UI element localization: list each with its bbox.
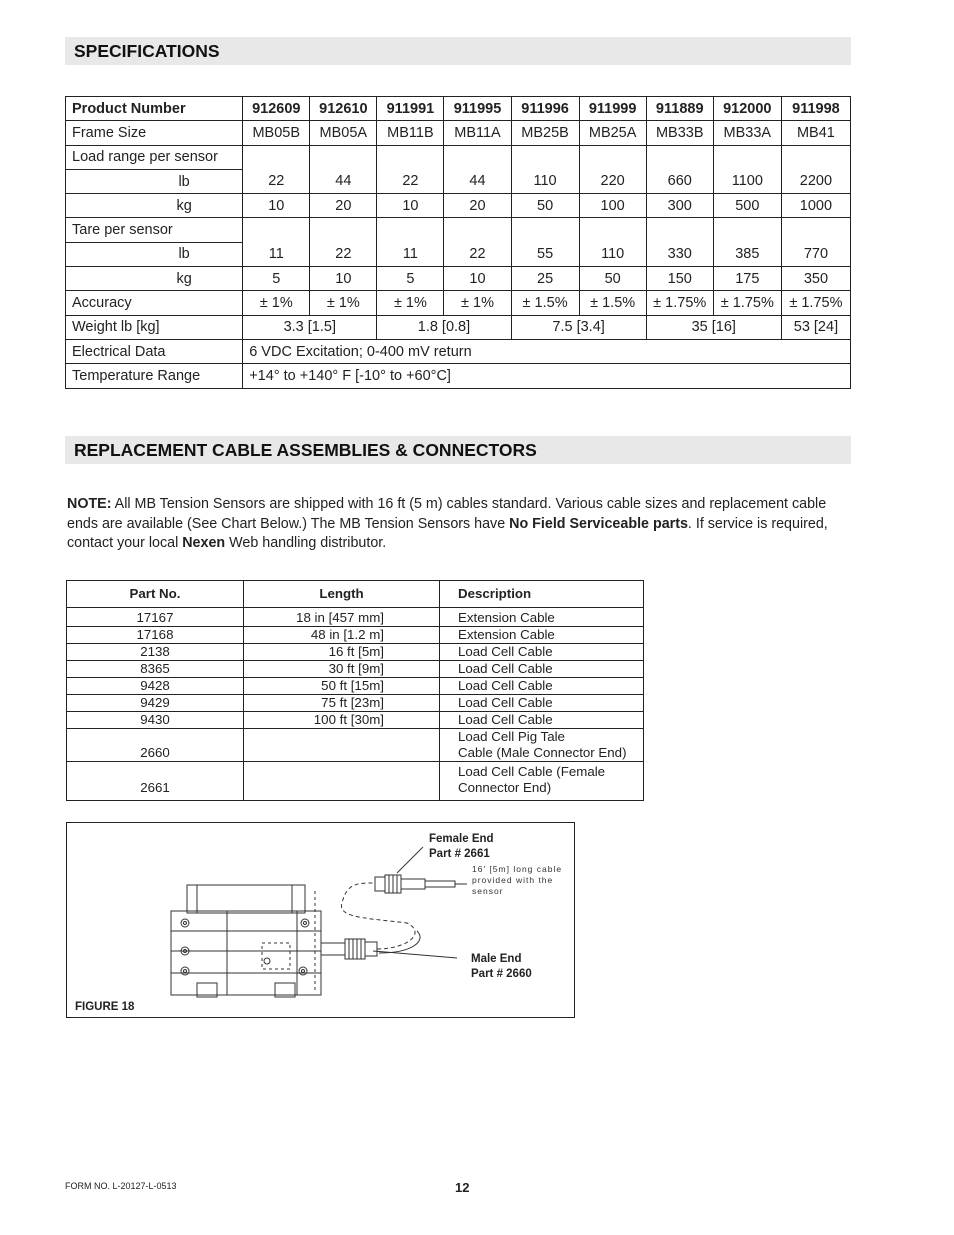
sensor-top-block	[187, 885, 305, 913]
frame-size-cell: MB05A	[310, 121, 377, 145]
tare-kg-cell: 175	[713, 267, 781, 291]
tare-lb-cell: 110	[579, 242, 646, 266]
figure-18	[66, 822, 575, 1018]
part-no-cell: 9430	[67, 711, 244, 728]
frame-size-cell: MB41	[781, 121, 850, 145]
part-no-cell: 17168	[67, 626, 244, 643]
tare-kg-cell: 5	[377, 267, 444, 291]
part-no-cell: 9429	[67, 694, 244, 711]
part-no-cell: 9428	[67, 677, 244, 694]
tare-kg-cell: 5	[243, 267, 310, 291]
accuracy-cell: ± 1%	[444, 291, 511, 315]
length-cell: 16 ft [5m]	[244, 643, 440, 660]
tare-lb-cell: 11	[243, 242, 310, 266]
male-end-label	[471, 952, 532, 982]
accuracy-cell: ± 1.5%	[511, 291, 579, 315]
kg-label: kg	[66, 194, 243, 218]
lb-label: lb	[66, 242, 243, 266]
page-number: 12	[455, 1180, 470, 1195]
description-line: Load Cell Cable (Female	[458, 763, 606, 779]
note-text: . If service is required, contact your local	[67, 515, 828, 551]
frame-size-label: Frame Size	[66, 121, 243, 145]
load-lb-cell: 660	[646, 169, 713, 193]
frame-size-cell: MB11B	[377, 121, 444, 145]
table-row	[67, 677, 644, 694]
frame-size-cell: MB25B	[511, 121, 579, 145]
brand-name: Nexen	[182, 535, 226, 551]
length-cell: 75 ft [23m]	[244, 694, 440, 711]
form-number: FORM NO. L-20127-L-0513	[65, 1181, 177, 1191]
tare-lb-cell: 385	[713, 242, 781, 266]
cables-heading: REPLACEMENT CABLE ASSEMBLIES & CONNECTORS	[65, 436, 851, 464]
temperature-label: Temperature Range	[66, 364, 243, 388]
male-leader-line	[373, 951, 457, 958]
female-connector	[375, 877, 385, 891]
tare-label: Tare per sensor	[66, 218, 243, 242]
tare-lb-cell: 22	[444, 242, 511, 266]
length-cell: 18 in [457 mm]	[244, 610, 440, 627]
length-header: Length	[244, 581, 440, 608]
product-number-cell: 911999	[579, 97, 646, 121]
cable-note	[472, 864, 562, 897]
description-cell: Extension Cable	[440, 610, 644, 627]
tare-kg-row	[66, 267, 851, 291]
description-cell: Load Cell Cable	[440, 677, 644, 694]
load-kg-cell: 500	[713, 194, 781, 218]
product-number-cell: 911996	[511, 97, 579, 121]
length-cell: 48 in [1.2 m]	[244, 626, 440, 643]
load-range-row	[66, 145, 851, 169]
load-lb-cell: 1100	[713, 169, 781, 193]
tare-lb-cell: 330	[646, 242, 713, 266]
description-header: Description	[440, 581, 644, 608]
tare-lb-cell: 55	[511, 242, 579, 266]
load-lb-cell: 220	[579, 169, 646, 193]
load-lb-cell: 44	[310, 169, 377, 193]
tare-row	[66, 218, 851, 242]
tare-lb-cell: 22	[310, 242, 377, 266]
electrical-row	[66, 339, 851, 363]
description-cell: Load Cell Cable	[440, 660, 644, 677]
accuracy-cell: ± 1%	[377, 291, 444, 315]
sensor-connector	[321, 943, 345, 955]
note-text: All MB Tension Sensors are shipped with 16 ft (5 m) cables standard. Various cable sizes and replacement cable ends are available (See Chart Below.) The MB Tension Sensors have	[67, 496, 827, 532]
description-cell	[440, 761, 644, 800]
part-no-cell: 2660	[67, 728, 244, 761]
electrical-label: Electrical Data	[66, 339, 243, 363]
table-row	[67, 761, 644, 800]
load-kg-row	[66, 194, 851, 218]
product-number-row	[66, 97, 851, 121]
tare-lb-row	[66, 242, 851, 266]
product-number-cell: 912610	[310, 97, 377, 121]
load-lb-row	[66, 169, 851, 193]
load-lb-cell: 22	[243, 169, 310, 193]
load-kg-cell: 50	[511, 194, 579, 218]
accuracy-cell: ± 1.75%	[781, 291, 850, 315]
product-number-cell: 911995	[444, 97, 511, 121]
product-number-cell: 912000	[713, 97, 781, 121]
female-end-title: Female End	[429, 833, 494, 845]
frame-size-cell: MB33A	[713, 121, 781, 145]
table-row	[67, 626, 644, 643]
frame-size-row	[66, 121, 851, 145]
electrical-value: 6 VDC Excitation; 0-400 mV return	[243, 339, 851, 363]
tare-kg-cell: 350	[781, 267, 850, 291]
tare-kg-cell: 10	[444, 267, 511, 291]
weight-cell: 3.3 [1.5]	[243, 315, 377, 339]
tare-lb-cell: 770	[781, 242, 850, 266]
accuracy-cell: ± 1%	[310, 291, 377, 315]
temperature-value: +14° to +140° F [-10° to +60°C]	[243, 364, 851, 388]
table-row	[67, 728, 644, 761]
frame-size-cell: MB33B	[646, 121, 713, 145]
note-text: Web handling distributor.	[225, 535, 387, 551]
lb-label: lb	[66, 169, 243, 193]
length-cell: 100 ft [30m]	[244, 711, 440, 728]
load-kg-cell: 300	[646, 194, 713, 218]
product-number-cell: 911991	[377, 97, 444, 121]
load-kg-cell: 10	[377, 194, 444, 218]
note-emphasis: No Field Serviceable parts	[509, 515, 688, 532]
tare-kg-cell: 25	[511, 267, 579, 291]
part-no-header: Part No.	[67, 581, 244, 608]
female-end-label	[429, 832, 494, 862]
cable-table	[66, 580, 644, 801]
tare-kg-cell: 50	[579, 267, 646, 291]
length-cell: 30 ft [9m]	[244, 660, 440, 677]
cable-note-line: 16' [5m] long cable	[472, 864, 563, 874]
specifications-table	[65, 96, 851, 389]
cable-note-line: sensor	[472, 886, 504, 896]
note-lead: NOTE:	[67, 496, 112, 512]
cable-table-header	[67, 581, 644, 608]
weight-cell: 7.5 [3.4]	[511, 315, 646, 339]
load-lb-cell: 22	[377, 169, 444, 193]
tare-lb-cell: 11	[377, 242, 444, 266]
temperature-row	[66, 364, 851, 388]
description-cell: Load Cell Cable	[440, 694, 644, 711]
description-cell	[440, 728, 644, 761]
product-number-cell: 911998	[781, 97, 850, 121]
tare-kg-cell: 150	[646, 267, 713, 291]
load-kg-cell: 1000	[781, 194, 850, 218]
load-kg-cell: 20	[444, 194, 511, 218]
accuracy-cell: ± 1.75%	[646, 291, 713, 315]
weight-cell: 1.8 [0.8]	[377, 315, 511, 339]
accuracy-cell: ± 1%	[243, 291, 310, 315]
part-no-cell: 8365	[67, 660, 244, 677]
description-line: Connector End)	[458, 779, 552, 795]
table-row	[67, 643, 644, 660]
female-leader-line	[397, 847, 423, 873]
frame-size-cell: MB05B	[243, 121, 310, 145]
tare-kg-cell: 10	[310, 267, 377, 291]
specifications-heading: SPECIFICATIONS	[65, 37, 851, 65]
product-number-cell: 912609	[243, 97, 310, 121]
note-paragraph	[67, 495, 857, 554]
figure-caption: FIGURE 18	[75, 1001, 135, 1013]
part-no-cell: 17167	[67, 610, 244, 627]
description-cell: Load Cell Cable	[440, 643, 644, 660]
table-row	[67, 660, 644, 677]
accuracy-label: Accuracy	[66, 291, 243, 315]
load-lb-cell: 110	[511, 169, 579, 193]
accuracy-cell: ± 1.5%	[579, 291, 646, 315]
description-line: Load Cell Pig Tale	[458, 728, 565, 744]
product-number-label: Product Number	[66, 97, 243, 121]
frame-size-cell: MB11A	[444, 121, 511, 145]
product-number-cell: 911889	[646, 97, 713, 121]
table-row	[67, 610, 644, 627]
cable-note-line: provided with the	[472, 875, 554, 885]
part-no-cell: 2138	[67, 643, 244, 660]
description-cell: Load Cell Cable	[440, 711, 644, 728]
weight-row	[66, 315, 851, 339]
table-row	[67, 711, 644, 728]
table-row	[67, 694, 644, 711]
accuracy-row	[66, 291, 851, 315]
load-kg-cell: 20	[310, 194, 377, 218]
kg-label: kg	[66, 267, 243, 291]
weight-label: Weight lb [kg]	[66, 315, 243, 339]
description-cell: Extension Cable	[440, 626, 644, 643]
load-kg-cell: 10	[243, 194, 310, 218]
description-line: Cable (Male Connector End)	[458, 744, 627, 760]
part-no-cell: 2661	[67, 761, 244, 800]
load-kg-cell: 100	[579, 194, 646, 218]
length-cell: 50 ft [15m]	[244, 677, 440, 694]
male-end-part: Part # 2660	[471, 968, 532, 980]
accuracy-cell: ± 1.75%	[713, 291, 781, 315]
female-end-part: Part # 2661	[429, 848, 490, 860]
frame-size-cell: MB25A	[579, 121, 646, 145]
load-lb-cell: 2200	[781, 169, 850, 193]
sensor-cable-illustration	[67, 823, 573, 1016]
load-lb-cell: 44	[444, 169, 511, 193]
load-range-label: Load range per sensor	[66, 145, 243, 169]
male-end-title: Male End	[471, 953, 522, 965]
weight-cell: 35 [16]	[646, 315, 781, 339]
sensor-body	[171, 911, 321, 995]
weight-cell: 53 [24]	[781, 315, 850, 339]
